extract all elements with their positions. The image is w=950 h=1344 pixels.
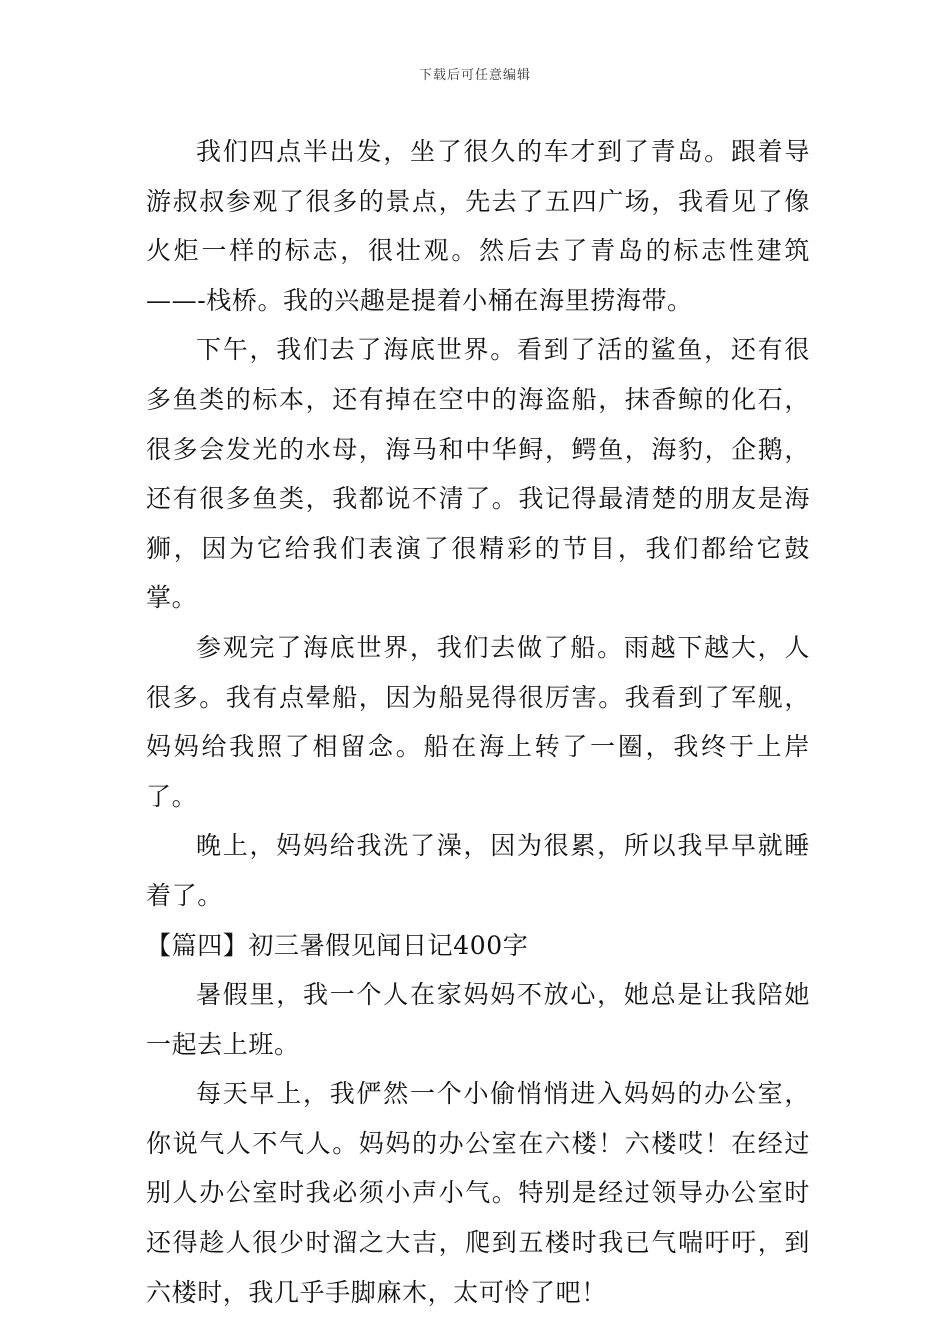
paragraph-2: 下午，我们去了海底世界。看到了活的鲨鱼，还有很多鱼类的标本，还有掉在空中的海盗船，抹香鲸的化石，很多会发光的水母，海马和中华鲟，鳄鱼，海豹，企鹅，还有很多鱼类，我都说不清了。我记得最清楚的朋友是海狮，因为它给我们表演了很精彩的节目，我们都给它鼓掌。	[146, 335, 810, 613]
paragraph-6: 每天早上，我俨然一个小偷悄悄进入妈妈的办公室，你说气人不气人。妈妈的办公室在六楼！六楼哎！在经过别人办公室时我必须小声小气。特别是经过领导办公室时还得趁人很少时溜之大吉，爬到五楼时我已气喘吁吁，到六楼时，我几乎手脚麻木，太可怜了吧！	[146, 1079, 810, 1307]
paragraph-4: 晚上，妈妈给我洗了澡，因为很累，所以我早早就睡着了。	[146, 831, 810, 910]
paragraph-3: 参观完了海底世界，我们去做了船。雨越下越大，人很多。我有点晕船，因为船晃得很厉害。我看到了军舰，妈妈给我照了相留念。船在海上转了一圈，我终于上岸了。	[146, 632, 810, 811]
document-body	[146, 127, 810, 1317]
section-heading: 【篇四】初三暑假见闻日记400字	[146, 930, 529, 960]
page-header-note: 下载后可任意编辑	[418, 68, 531, 83]
paragraph-5: 暑假里，我一个人在家妈妈不放心，她总是让我陪她一起去上班。	[146, 980, 810, 1059]
paragraph-1: 我们四点半出发，坐了很久的车才到了青岛。跟着导游叔叔参观了很多的景点，先去了五四广场，我看见了像火炬一样的标志，很壮观。然后去了青岛的标志性建筑——-栈桥。我的兴趣是提着小桶在海里捞海带。	[146, 137, 810, 315]
